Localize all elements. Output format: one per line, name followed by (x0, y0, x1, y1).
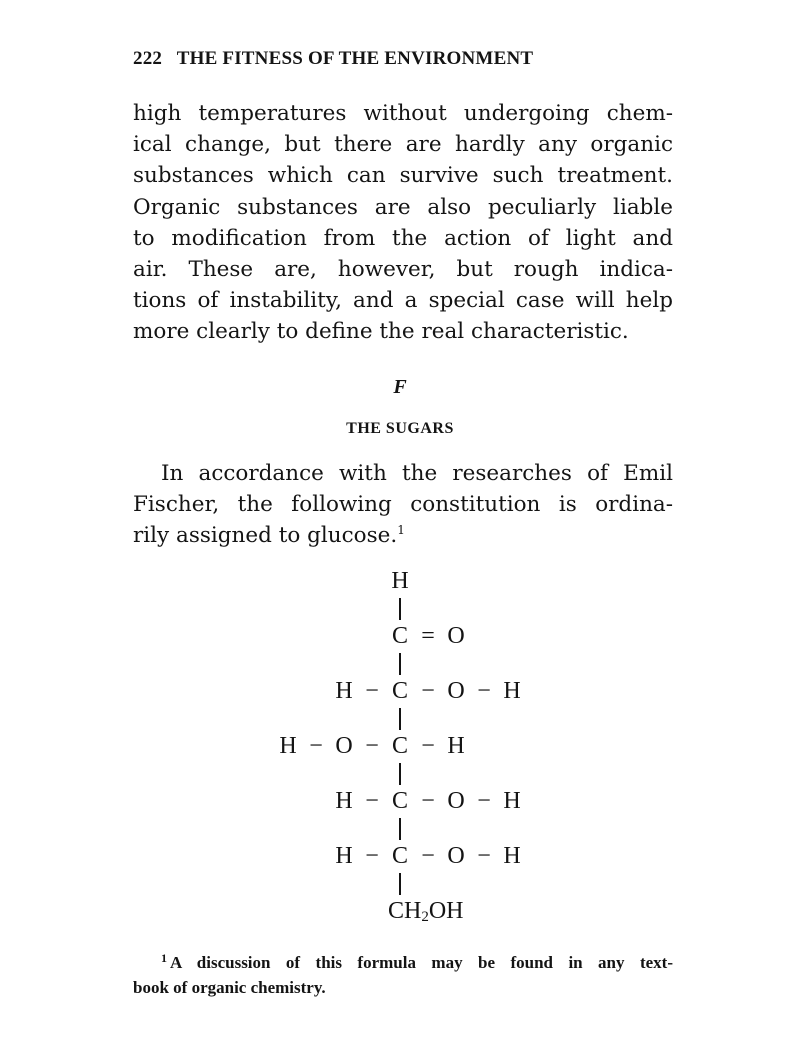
footnote-reference: 1 (397, 523, 405, 538)
text-line: Organic substances are also peculiarly liable (133, 194, 673, 220)
vertical-bond (399, 598, 401, 620)
formula-atom: = (421, 623, 435, 649)
formula-atom: O (447, 678, 465, 704)
vertical-bond (399, 873, 401, 895)
text-line: more clearly to define the real characteristic. (133, 319, 629, 345)
footnote-line: book of organic chemistry. (133, 978, 326, 997)
formula-atom: − (421, 678, 435, 704)
text-line: substances which can survive such treatment. (133, 163, 673, 189)
formula-atom: C (391, 733, 408, 759)
text-line: rily assigned to glucose. (133, 523, 398, 549)
text-line: high temperatures without undergoing chem- (133, 101, 673, 126)
formula-atom: O (447, 623, 465, 649)
paragraph-glucose (133, 458, 673, 552)
formula-atom: O (335, 733, 353, 759)
formula-atom: H (335, 788, 353, 814)
formula-row (0, 843, 800, 873)
formula-atom: C (391, 678, 408, 704)
formula-row (0, 733, 800, 763)
formula-atom: H (335, 843, 353, 869)
formula-atom: − (477, 843, 491, 869)
text-line: air. These are, however, but rough indica- (133, 257, 673, 283)
formula-atom: C (391, 623, 408, 649)
section-title: THE SUGARS (346, 420, 454, 437)
vertical-bond (399, 818, 401, 840)
formula-row (0, 898, 800, 928)
formula-row (0, 568, 800, 598)
vertical-bond (399, 708, 401, 730)
running-header (133, 48, 633, 70)
formula-atom: C (391, 843, 408, 869)
group-subscript: 2 (421, 909, 429, 925)
text-line: In accordance with the researches of Emil (161, 461, 673, 486)
footnote-line (133, 950, 673, 975)
footnote-text: A discussion of this formula may be found in any text- (170, 953, 673, 972)
formula-row (0, 678, 800, 708)
formula-row (0, 788, 800, 818)
text-line: tions of instability, and a special case will help (133, 288, 673, 314)
text-line-with-ref (133, 520, 673, 551)
group-prefix: CH (388, 898, 422, 924)
formula-atom: − (421, 788, 435, 814)
formula-atom: − (365, 843, 379, 869)
section-letter: F (393, 376, 407, 398)
footnote-marker: 1 (161, 951, 167, 965)
formula-atom: − (477, 678, 491, 704)
formula-atom: − (365, 788, 379, 814)
formula-atom: O (447, 788, 465, 814)
formula-atom: H (279, 733, 297, 759)
vertical-bond (399, 763, 401, 785)
formula-atom: O (447, 843, 465, 869)
formula-atom: − (365, 733, 379, 759)
ch2oh-group (388, 898, 464, 926)
running-title: THE FITNESS OF THE ENVIRONMENT (176, 48, 534, 69)
formula-atom: C (391, 788, 408, 814)
formula-atom: − (365, 678, 379, 704)
formula-atom: H (503, 843, 521, 869)
group-suffix: OH (428, 898, 464, 924)
vertical-bond (399, 653, 401, 675)
page-number: 222 (133, 48, 163, 69)
text-line: Fischer, the following constitution is ordina- (133, 492, 673, 518)
formula-atom: − (421, 843, 435, 869)
formula-atom: − (309, 733, 323, 759)
formula-atom: H (391, 568, 409, 594)
footnote (133, 950, 673, 1000)
formula-row (0, 623, 800, 653)
formula-atom: − (477, 788, 491, 814)
formula-atom: H (503, 788, 521, 814)
paragraph-instability (133, 98, 673, 348)
text-line: to modification from the action of light and (133, 225, 673, 251)
formula-atom: H (335, 678, 353, 704)
text-line: ical change, but there are hardly any organic (133, 132, 673, 158)
formula-atom: − (421, 733, 435, 759)
formula-atom: H (503, 678, 521, 704)
formula-atom: H (447, 733, 465, 759)
glucose-structural-formula (0, 568, 800, 928)
